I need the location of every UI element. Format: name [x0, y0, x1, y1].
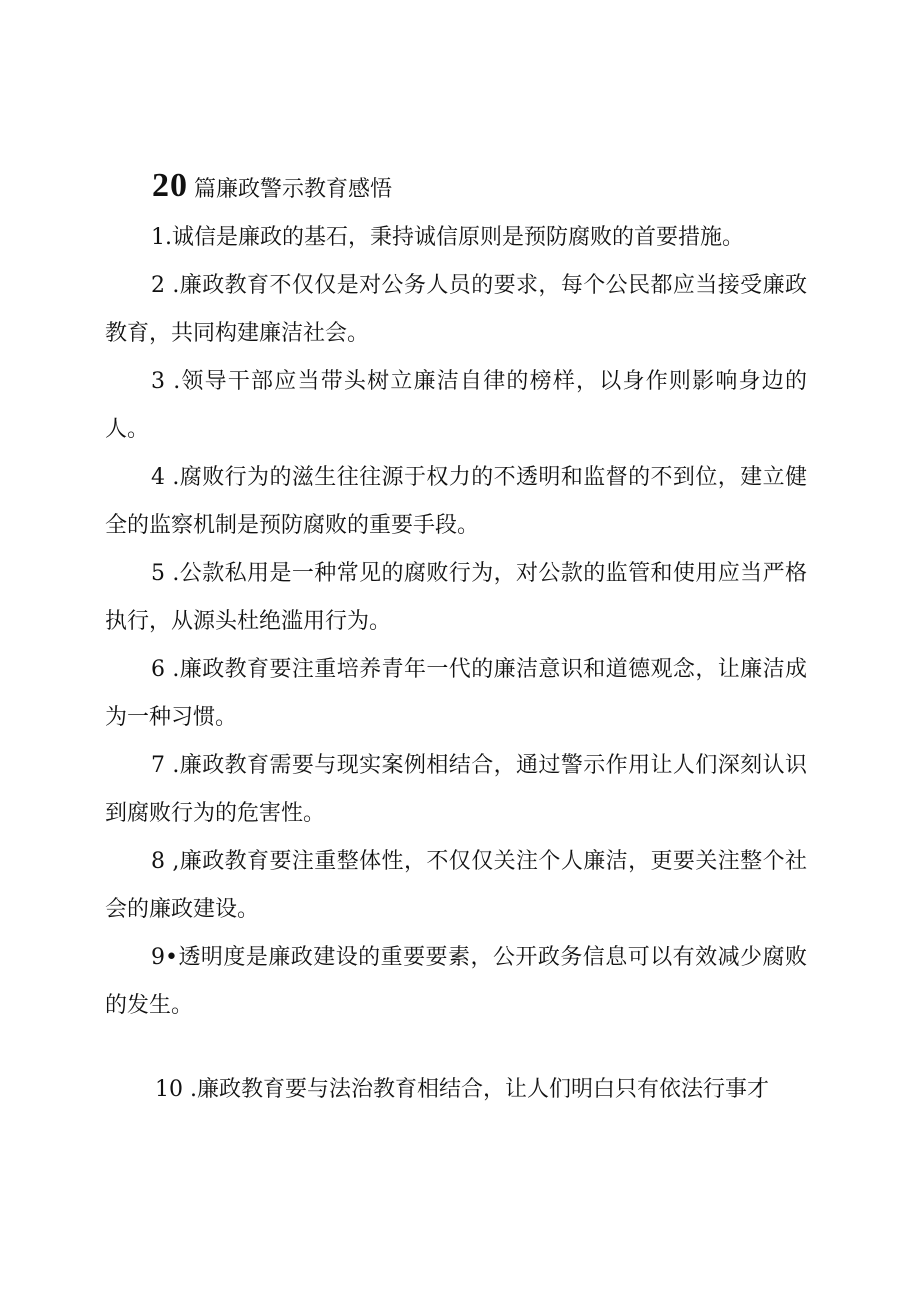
document-title	[152, 166, 392, 211]
paragraph-8: 8 ,廉政教育要注重整体性，不仅仅关注个人廉洁，更要关注整个社会的廉政建设。	[105, 849, 807, 922]
paragraph-2: 2 .廉政教育不仅仅是对公务人员的要求，每个公民都应当接受廉政教育，共同构建廉洁社会。	[105, 273, 807, 346]
paragraph-7: 7 .廉政教育需要与现实案例相结合，通过警示作用让人们深刻认识到腐败行为的危害性。	[105, 753, 807, 826]
paragraph-9: 9•透明度是廉政建设的重要要素，公开政务信息可以有效减少腐败的发生。	[105, 945, 807, 1018]
title-number: 20	[152, 167, 188, 204]
paragraph-10: 10 .廉政教育要与法治教育相结合，让人们明白只有依法行事才	[155, 1077, 769, 1102]
paragraph-4: 4 .腐败行为的滋生往往源于权力的不透明和监督的不到位，建立健全的监察机制是预防腐败的重要手段。	[105, 465, 807, 538]
title-text: 篇廉政警示教育感悟	[194, 177, 393, 202]
paragraph-6: 6 .廉政教育要注重培养青年一代的廉洁意识和道德观念，让廉洁成为一种习惯。	[105, 657, 807, 730]
paragraph-5: 5 .公款私用是一种常见的腐败行为，对公款的监管和使用应当严格执行，从源头杜绝滥用行为。	[105, 561, 807, 634]
paragraph-1: 1.诚信是廉政的基石，秉持诚信原则是预防腐败的首要措施。	[151, 225, 744, 250]
paragraph-3: 3 .领导干部应当带头树立廉洁自律的榜样，以身作则影响身边的人。	[105, 369, 807, 442]
